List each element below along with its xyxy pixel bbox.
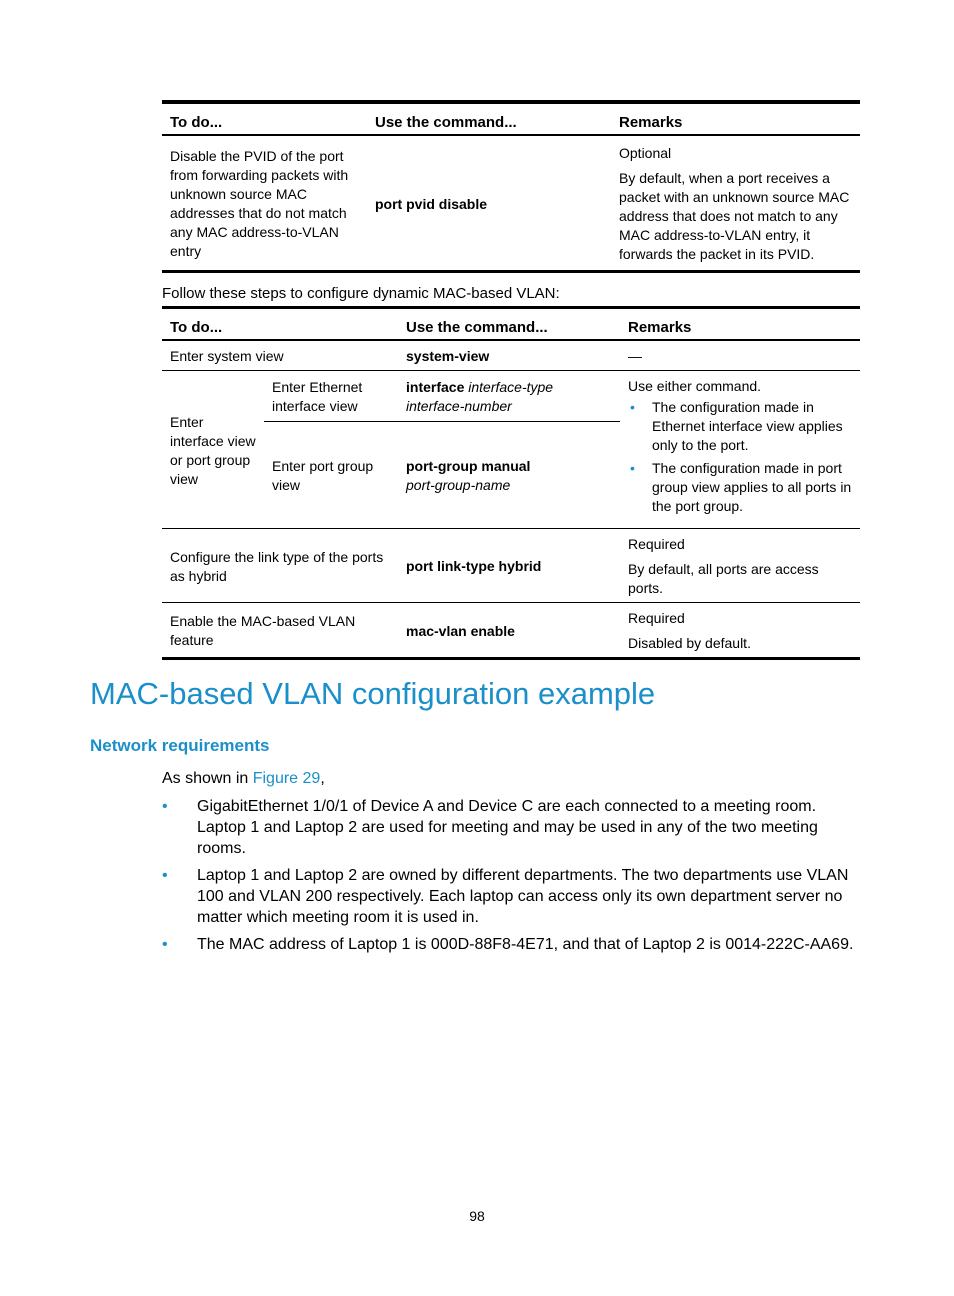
list-item: • The configuration made in Ethernet interface view applies only to the port. [630, 399, 843, 453]
subsection-title: Network requirements [90, 736, 270, 755]
todo-cell: Enable the MAC-based VLAN feature [170, 613, 356, 648]
header-remarks: Remarks [628, 319, 692, 336]
network-requirements-body [162, 768, 868, 961]
section-title: MAC-based VLAN configuration example [90, 676, 656, 711]
remarks-cell [611, 135, 860, 272]
remark-optional: Optional [619, 145, 672, 161]
remarks-cell: — [628, 348, 642, 364]
todo-cell: Enter interface view or port group view [162, 371, 264, 529]
header-todo: To do... [170, 319, 223, 336]
remarks-cell [620, 529, 860, 603]
remark-intro: Use either command. [628, 378, 762, 394]
figure-link[interactable]: Figure 29 [252, 770, 321, 787]
command-cell [398, 371, 620, 422]
sub-todo-cell: Enter port group view [272, 458, 374, 493]
list-item: • The configuration made in port group view applies to all ports in the port group. [630, 460, 852, 514]
bullet-icon: • [162, 798, 168, 815]
command-cell [398, 422, 620, 529]
remark-detail: By default, all ports are access ports. [628, 561, 819, 596]
todo-cell: Disable the PVID of the port from forwarding packets with unknown source MAC addresses that do not match any MAC address-to-VLAN entry [170, 148, 349, 259]
command-cell: mac-vlan enable [406, 622, 515, 639]
table-row [162, 529, 860, 603]
command-keyword: port-group manual [406, 458, 531, 474]
remark-detail: Disabled by default. [628, 635, 751, 651]
todo-cell: Enter system view [170, 348, 284, 364]
command-argument: interface-type interface-number [406, 379, 554, 414]
sub-todo-cell: Enter Ethernet interface view [272, 379, 363, 414]
remark-detail: By default, when a port receives a packet with an unknown source MAC address that does not match to any MAC address-to-VLAN entry, it forwards the packet in its PVID. [619, 170, 850, 262]
remarks-cell [620, 603, 860, 659]
page-number: 98 [469, 1208, 485, 1224]
bullet-icon: • [630, 460, 635, 476]
remark-bullets [628, 398, 852, 516]
remarks-cell [620, 371, 860, 529]
command-keyword: interface [406, 379, 465, 395]
todo-cell: Configure the link type of the ports as hybrid [170, 548, 384, 584]
pvid-command-table [162, 100, 860, 273]
remark-required: Required [628, 610, 685, 626]
remark-required: Required [628, 536, 685, 552]
bullet-icon: • [630, 399, 635, 415]
table-row [162, 371, 860, 422]
list-item: • The MAC address of Laptop 1 is 000D-88F8-4E71, and that of Laptop 2 is 0014-222C-AA69. [162, 936, 854, 953]
header-command: Use the command... [406, 319, 548, 336]
command-cell: port link-type hybrid [406, 558, 542, 574]
requirements-list [162, 796, 868, 955]
command-argument: port-group-name [406, 477, 511, 493]
bullet-icon: • [162, 936, 168, 953]
mac-vlan-steps-table [162, 306, 860, 660]
header-remarks: Remarks [619, 114, 683, 131]
header-command: Use the command... [375, 114, 517, 131]
list-item: • GigabitEthernet 1/0/1 of Device A and Device C are each connected to a meeting room. Laptop 1 and Laptop 2 are used for meeting and may be used in any of the two meeting rooms. [162, 798, 818, 857]
bullet-icon: • [162, 867, 168, 884]
command-cell: port pvid disable [375, 195, 488, 212]
header-todo: To do... [170, 114, 223, 131]
command-cell: system-view [406, 348, 490, 364]
steps-intro: Follow these steps to configure dynamic MAC-based VLAN: [162, 285, 560, 302]
table-row [162, 135, 860, 272]
intro-paragraph: As shown in Figure 29, [162, 770, 325, 787]
table-row [162, 340, 860, 371]
table-row [162, 603, 860, 659]
list-item: • Laptop 1 and Laptop 2 are owned by different departments. The two departments use VLAN 100 and VLAN 200 respectively. Each laptop can access only its own department server no matter which meeting room it is used in. [162, 867, 849, 926]
